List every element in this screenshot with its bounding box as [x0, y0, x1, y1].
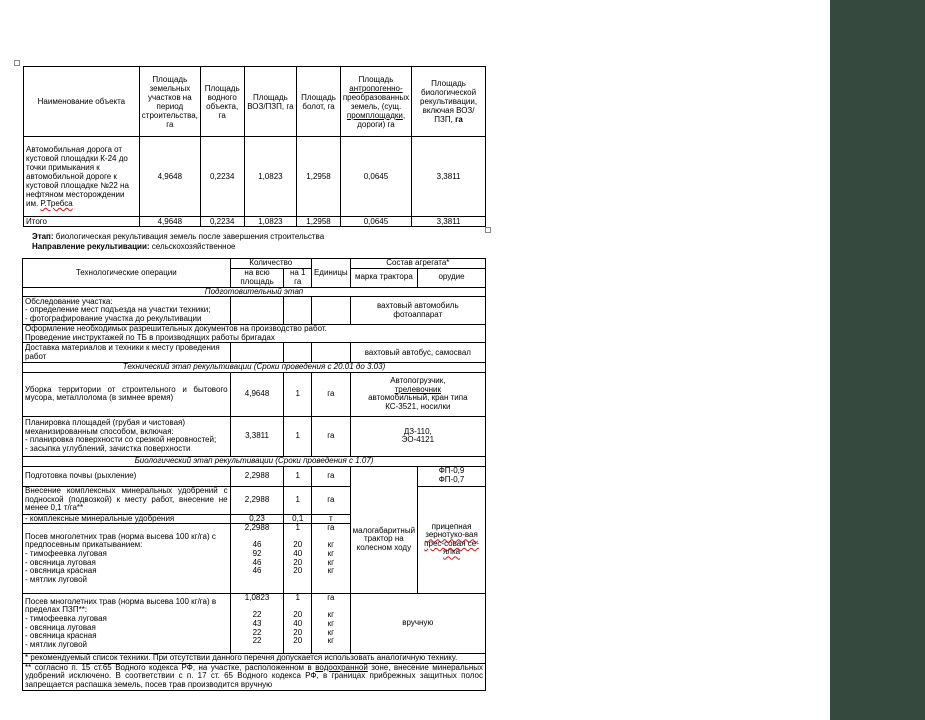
stage-line: Этап: биологическая рекультивация земель после завершения строительства: [32, 232, 325, 241]
table-row: [24, 137, 486, 217]
cell-per1: 20: [293, 557, 303, 567]
header-aggregate: Состав агрегата*: [350, 259, 485, 269]
total-swamp: 1,2958: [297, 217, 341, 227]
object-name: Автомобильная дорога от кустовой площадки К-24 до точки примыкания к автомобильной дороге к кустовой площадке №22 на нефтяном месторождении им. Р.Требса: [24, 137, 140, 217]
header-tractor: марка трактора: [350, 268, 417, 287]
op-sowing: [23, 524, 231, 594]
header-anthropogenic-area: Площадь антропогенно-преобразованных земель, (сущ. промплощадки, дороги) га: [340, 67, 411, 137]
sowing-pzp-title: Посев многолетних трав (норма высева 100 кг/га) в пределах ПЗП**:: [25, 596, 217, 615]
sow-item: - мятлик луговой: [25, 574, 88, 584]
op-fertilizer-complex: - комплексные минеральные удобрения: [23, 514, 231, 524]
cell-unit: кг: [327, 627, 335, 637]
op-cleanup: Уборка территории от строительного и бытового мусора, металлолома (в зимнее время): [23, 372, 231, 416]
cell-per1: 20: [293, 540, 303, 550]
header-units: Единицы: [311, 259, 350, 288]
total-bio: 3,3811: [412, 217, 486, 227]
cell-area: 46: [252, 566, 262, 576]
sow-item: - овсяница луговая: [25, 557, 96, 567]
cell-per1: 20: [293, 610, 303, 620]
cell-unit: кг: [327, 540, 335, 550]
cell-unit-list: [311, 594, 350, 654]
cell-per1: 40: [293, 548, 303, 558]
cell-per1: 1: [284, 466, 311, 486]
header-swamp-area: Площадь болот, га: [297, 67, 341, 137]
cell-unit: кг: [327, 566, 335, 576]
footnote-1: * рекомендуемый список техники. При отсутствии данного перечня допускается использовать аналогичную технику.: [23, 654, 486, 664]
cell-anthro: 0,0645: [340, 137, 411, 217]
operations-table: [22, 258, 486, 691]
total-water: 0,2234: [200, 217, 244, 227]
agg-cleanup: Автопогрузчик, трелевочник автомобильный, кран типа КС-3521, носилки: [350, 372, 485, 416]
cell-unit: га: [327, 593, 335, 603]
slide-side-panel: [830, 0, 925, 720]
cell-unit: т: [311, 514, 350, 524]
section-technical: Технический этап рекультивации (Сроки проведения с 20.01 до 3.03): [23, 363, 486, 373]
total-voz: 1,0823: [244, 217, 297, 227]
cell-voz: 1,0823: [244, 137, 297, 217]
header-tools: орудие: [418, 268, 486, 287]
header-per-hectare: на 1 га: [284, 268, 311, 287]
header-voz-area: Площадь ВОЗ/ПЗП, га: [244, 67, 297, 137]
cell-per1: 1: [295, 593, 300, 603]
cell-per1: 0,1: [284, 514, 311, 524]
cell-per1: 1: [295, 523, 300, 533]
footnote-2: ** согласно п. 15 ст.65 Водного кодекса РФ, на участке, расположенном в водоохранной зоне, внесение минеральных удобрений исключено. В соответствии с п. 17 ст. 65 Водного кодекса РФ, в границах прибрежных защитных полос запрещается распашка земель, посев трав производится вручную: [23, 663, 486, 690]
cell-unit: кг: [327, 557, 335, 567]
stage-description: [32, 232, 324, 252]
cell-unit: га: [311, 416, 350, 456]
cell-per1: 40: [293, 618, 303, 628]
cell-area: 2,2988: [230, 466, 284, 486]
cell-area: 92: [252, 548, 262, 558]
cell-area: 22: [252, 627, 262, 637]
section-preparatory: Подготовительный этап: [23, 287, 486, 297]
cell-per1: 20: [293, 636, 303, 646]
cell-area: 0,23: [230, 514, 284, 524]
op-planning: Планировка площадей (грубая и чистовая) механизированным способом, включая: - планировка поверхности со срезкой неровностей; - засыпка углублений, зачистка поверхности: [23, 416, 231, 456]
cell-per1-list: [284, 524, 311, 594]
op-documents: Оформление необходимых разрешительных документов на производство работ. Проведение инструктажей по ТБ в производящих работы бригадах: [23, 325, 486, 343]
cell-area-list: [230, 594, 284, 654]
agg-planning: ДЗ-110, ЭО-4121: [350, 416, 485, 456]
header-quantity: Количество: [230, 259, 311, 269]
cell-bio: 3,3811: [412, 137, 486, 217]
table-anchor-handle[interactable]: [14, 60, 20, 66]
cell-per1-list: [284, 594, 311, 654]
op-survey: Обследование участка: - определение мест подъезда на участки техники; - фотографирование участка до рекультивации: [23, 297, 231, 325]
op-fertilizer: Внесение комплексных минеральных удобрений с подноской (подвозкой) к месту работ, внесение не менее 0,1 т/га**: [23, 486, 231, 514]
cell-water: 0,2234: [200, 137, 244, 217]
tool-seeder: прицепная зернотуко-вая прес-совая се-ялка: [418, 486, 486, 594]
cell-unit: кг: [327, 618, 335, 628]
sow-item: - мятлик луговой: [25, 639, 88, 649]
sow-item: - тимофеевка луговая: [25, 614, 107, 624]
cell-unit: га: [327, 523, 335, 533]
cell-unit: га: [311, 466, 350, 486]
cell-unit-list: [311, 524, 350, 594]
cell-area: 2,2988: [230, 486, 284, 514]
total-land: 4,9648: [139, 217, 200, 227]
cell-swamp: 1,2958: [297, 137, 341, 217]
sowing-title: Посев многолетних трав (норма высева 100 кг/га) с предпосевным прикатыванием:: [25, 531, 216, 550]
cell-area: 22: [252, 636, 262, 646]
total-anthro: 0,0645: [340, 217, 411, 227]
cell-unit: кг: [327, 636, 335, 646]
op-delivery: Доставка материалов и техники к месту проведения работ: [23, 343, 231, 363]
cell-per1: 20: [293, 566, 303, 576]
op-sowing-pzp: [23, 594, 231, 654]
cell-unit: кг: [327, 548, 335, 558]
cell-area: 22: [252, 610, 262, 620]
cell-unit: га: [311, 372, 350, 416]
cell-per1: 20: [293, 627, 303, 637]
cell-area: 2,2988: [244, 523, 270, 533]
cell-per1: 1: [284, 372, 311, 416]
cell-land: 4,9648: [139, 137, 200, 217]
total-row: [24, 217, 486, 227]
cell-per1: 1: [284, 486, 311, 514]
header-name: Наименование объекта: [24, 67, 140, 137]
table-resize-handle[interactable]: [485, 227, 491, 233]
cell-unit: кг: [327, 610, 335, 620]
cell-area: 46: [252, 540, 262, 550]
header-bio-recultivation-area: Площадь биологической рекультивации, включая ВОЗ/ПЗП, га: [412, 67, 486, 137]
sow-item: - овсяница луговая: [25, 622, 96, 632]
op-soil-prep: Подготовка почвы (рыхление): [23, 466, 231, 486]
header-land-area: Площадь земельных участков на период строительства, га: [139, 67, 200, 137]
tractor-cell: малогабаритный трактор на колесном ходу: [350, 486, 417, 594]
cell-per1: 1: [284, 416, 311, 456]
tool-soil-prep: ФП-0,9 ФП-0,7: [418, 466, 486, 486]
cell-area: 1,0823: [244, 593, 270, 603]
header-whole-area: на всю площадь: [230, 268, 284, 287]
cell-area-list: [230, 524, 284, 594]
cell-area: 46: [252, 557, 262, 567]
sow-item: - овсяница красная: [25, 566, 97, 576]
agg-survey: вахтовый автомобиль фотоаппарат: [350, 297, 485, 325]
header-water-area: Площадь водного объекта, га: [200, 67, 244, 137]
section-biological: Биологический этап рекультивации (Сроки проведения с 1.07): [23, 456, 486, 466]
total-label: Итого: [24, 217, 140, 227]
cell-area: 4,9648: [230, 372, 284, 416]
sow-item: - тимофеевка луговая: [25, 549, 107, 559]
header-operations: Технологические операции: [23, 259, 231, 288]
direction-line: Направление рекультивации: сельскохозяйственное: [32, 242, 236, 251]
cell-area: 43: [252, 618, 262, 628]
sow-item: - овсяница красная: [25, 631, 97, 641]
agg-delivery: вахтовый автобус, самосвал: [350, 343, 485, 363]
cell-unit: га: [311, 486, 350, 514]
areas-table: [23, 66, 486, 227]
cell-area: 3,3811: [230, 416, 284, 456]
agg-manual: вручную: [350, 594, 485, 654]
